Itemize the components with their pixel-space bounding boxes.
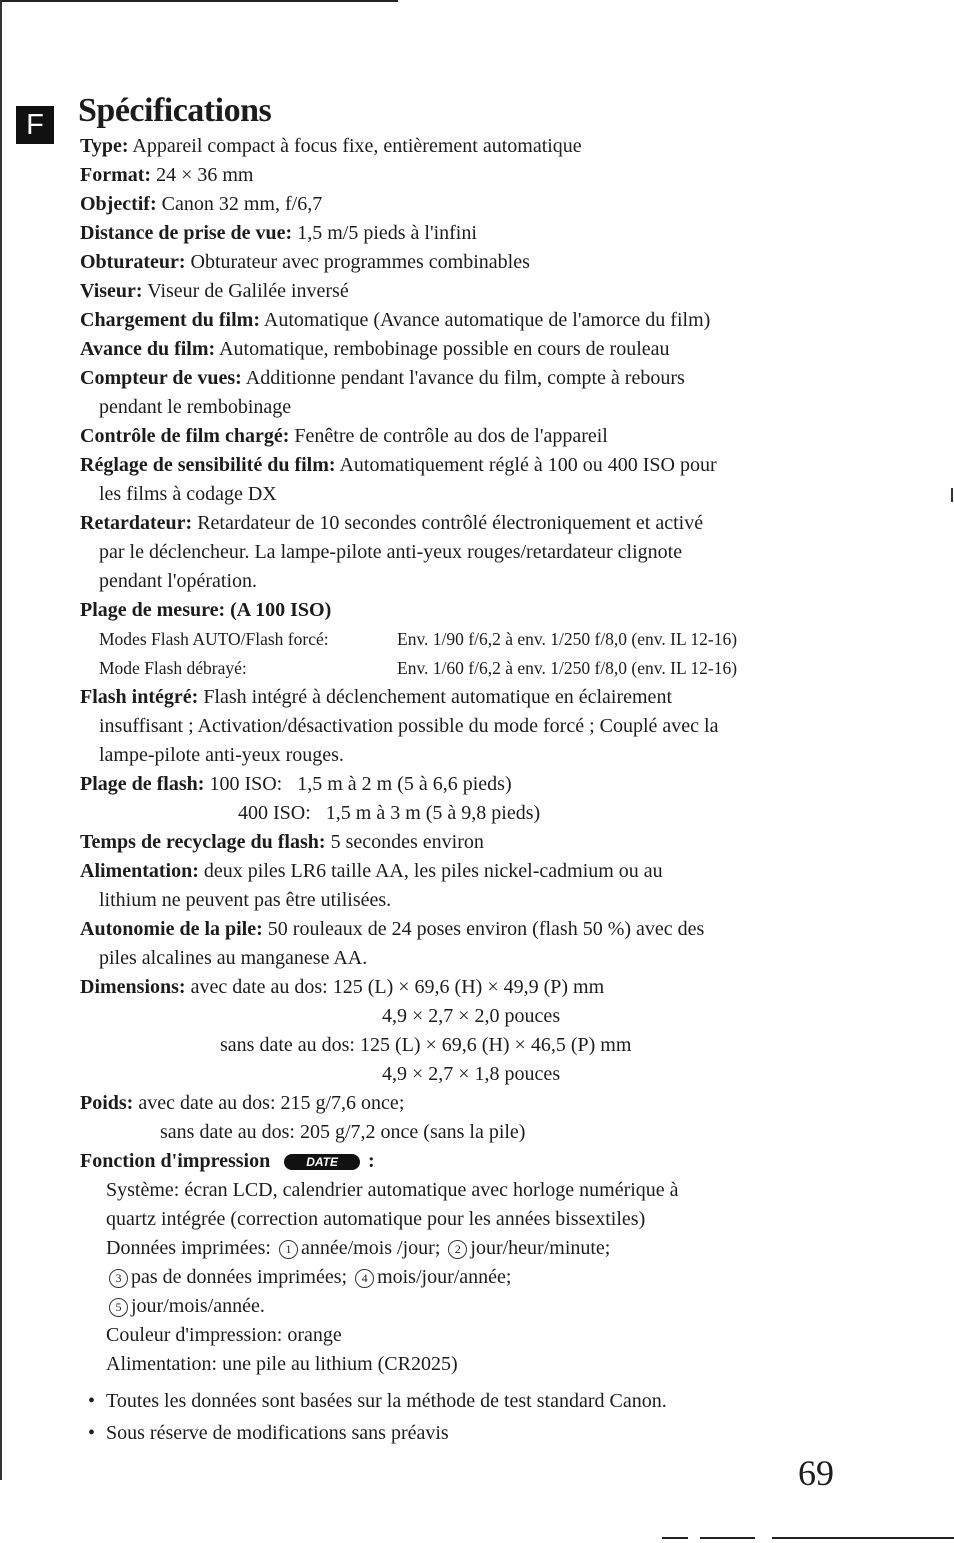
print-details: [80, 1176, 920, 1379]
spec-value: Flash intégré à déclenchement automatique en éclairement: [203, 686, 672, 708]
spec-plage-flash-cont: 400 ISO: 1,5 m à 3 m (5 à 9,8 pieds): [238, 802, 541, 824]
spec-controle: [80, 422, 920, 451]
print-donnees: [106, 1234, 920, 1263]
spec-label: Poids:: [80, 1092, 134, 1114]
spec-objectif: [80, 190, 920, 219]
spec-plage-mesure: Plage de mesure: (A 100 ISO): [80, 599, 332, 621]
spec-label: Compteur de vues:: [80, 367, 242, 389]
spec-distance: [80, 219, 920, 248]
measure-row: [80, 654, 920, 683]
print-option: mois/jour/année;: [377, 1266, 512, 1288]
spec-colon: :: [368, 1150, 375, 1172]
notes: [88, 1385, 667, 1449]
spec-sensibilite-cont: les films à codage DX: [99, 483, 277, 505]
circled-number: 5: [109, 1298, 128, 1317]
circled-number: 2: [448, 1240, 467, 1259]
spec-flash-integre: [80, 683, 920, 712]
measure-row: [80, 625, 920, 654]
spec-label: Dimensions:: [80, 976, 186, 998]
spec-retardateur-cont: par le déclencheur. La lampe-pilote anti-yeux rouges/retardateur clignote: [99, 541, 683, 563]
spec-avance: [80, 335, 920, 364]
spec-autonomie-cont: piles alcalines au manganese AA.: [99, 947, 368, 969]
spec-flash-integre-cont: lampe-pilote anti-yeux rouges.: [99, 744, 344, 766]
spec-value: 24 × 36 mm: [156, 164, 254, 186]
print-donnees-label: Données imprimées:: [106, 1237, 271, 1259]
spec-value: Automatique (Avance automatique de l'amorce du film): [263, 309, 711, 331]
bottom-edge-line: [662, 1537, 688, 1539]
print-alimentation: Alimentation: une pile au lithium (CR2025): [106, 1353, 458, 1375]
spec-value: Appareil compact à focus fixe, entièrement automatique: [132, 135, 582, 157]
spec-compteur: [80, 364, 920, 393]
spec-label: Format:: [80, 164, 152, 186]
spec-label: Type:: [80, 135, 129, 157]
spec-autonomie: [80, 915, 920, 944]
right-edge-mark: [951, 488, 953, 502]
circled-number: 3: [109, 1269, 128, 1288]
measure-value: Env. 1/60 f/6,2 à env. 1/250 f/8,0 (env. IL 12-16): [397, 658, 738, 678]
date-badge: DATE: [284, 1154, 360, 1170]
print-couleur: Couleur d'impression: orange: [106, 1324, 342, 1346]
print-option: année/mois /jour;: [300, 1237, 441, 1259]
print-option: jour/heur/minute;: [470, 1237, 611, 1259]
print-systeme-cont: quartz intégrée (correction automatique pour les années bissextiles): [106, 1208, 646, 1230]
spec-value: Fenêtre de contrôle au dos de l'appareil: [294, 425, 608, 447]
spec-value: Retardateur de 10 secondes contrôlé électroniquement et activé: [197, 512, 704, 534]
spec-label: Fonction d'impression: [80, 1150, 271, 1172]
page-number: 69: [798, 1453, 834, 1493]
spec-viseur: [80, 277, 920, 306]
print-option: jour/mois/année.: [131, 1295, 265, 1317]
print-donnees-cont: [106, 1292, 920, 1321]
spec-list: [80, 132, 920, 1379]
bottom-edge-line: [700, 1537, 755, 1539]
bottom-edge-line: [772, 1537, 954, 1539]
spec-plage-flash: [80, 770, 920, 799]
spec-label: Plage de flash:: [80, 773, 205, 795]
spec-label: Obturateur:: [80, 251, 186, 273]
spec-compteur-cont: pendant le rembobinage: [99, 396, 292, 418]
note-item: [88, 1417, 667, 1449]
spec-value: 100 ISO: 1,5 m à 2 m (5 à 6,6 pieds): [209, 773, 512, 795]
spec-poids: [80, 1089, 920, 1118]
spec-value: 50 rouleaux de 24 poses environ (flash 50 %) avec des: [267, 918, 705, 940]
spec-retardateur: [80, 509, 920, 538]
print-systeme: Système: écran LCD, calendrier automatique avec horloge numérique à: [106, 1179, 679, 1201]
spec-retardateur-cont: pendant l'opération.: [99, 570, 257, 592]
spec-value: Obturateur avec programmes combinables: [190, 251, 530, 273]
spec-value: 5 secondes environ: [330, 831, 484, 853]
measure-value: Env. 1/90 f/6,2 à env. 1/250 f/8,0 (env. IL 12-16): [397, 629, 738, 649]
language-badge: F: [16, 106, 54, 144]
spec-label: Flash intégré:: [80, 686, 199, 708]
spec-value: Automatiquement réglé à 100 ou 400 ISO pour: [339, 454, 717, 476]
left-edge-line: [0, 0, 2, 1480]
spec-label: Distance de prise de vue:: [80, 222, 293, 244]
spec-value: avec date au dos: 215 g/7,6 once;: [138, 1092, 405, 1114]
spec-sensibilite: [80, 451, 920, 480]
spec-value: Canon 32 mm, f/6,7: [161, 193, 323, 215]
note-text: Toutes les données sont basées sur la méthode de test standard Canon.: [106, 1390, 667, 1412]
spec-value: Viseur de Galilée inversé: [147, 280, 349, 302]
spec-label: Retardateur:: [80, 512, 193, 534]
spec-dimensions-cont: 4,9 × 2,7 × 1,8 pouces: [382, 1063, 561, 1085]
spec-dimensions-cont: 4,9 × 2,7 × 2,0 pouces: [382, 1005, 561, 1027]
spec-flash-integre-cont: insuffisant ; Activation/désactivation possible du mode forcé ; Couplé avec la: [99, 715, 719, 737]
measure-mode: Mode Flash débrayé:: [99, 658, 247, 678]
note-text: Sous réserve de modifications sans préavis: [106, 1422, 449, 1444]
spec-dimensions-cont: sans date au dos: 125 (L) × 69,6 (H) × 46,5 (P) mm: [220, 1034, 632, 1056]
spec-obturateur: [80, 248, 920, 277]
spec-value: 1,5 m/5 pieds à l'infini: [297, 222, 477, 244]
spec-label: Objectif:: [80, 193, 157, 215]
spec-recyclage: [80, 828, 920, 857]
note-item: [88, 1385, 667, 1417]
spec-label: Contrôle de film chargé:: [80, 425, 290, 447]
spec-value: Additionne pendant l'avance du film, compte à rebours: [245, 367, 685, 389]
spec-value: deux piles LR6 taille AA, les piles nickel-cadmium ou au: [203, 860, 663, 882]
bullet-icon: •: [88, 1422, 96, 1444]
circled-number: 1: [279, 1240, 298, 1259]
spec-label: Viseur:: [80, 280, 143, 302]
spec-type: [80, 132, 920, 161]
circled-number: 4: [355, 1269, 374, 1288]
measure-mode: Modes Flash AUTO/Flash forcé:: [99, 629, 329, 649]
spec-alimentation: [80, 857, 920, 886]
spec-format: [80, 161, 920, 190]
print-donnees-cont: [106, 1263, 920, 1292]
spec-alimentation-cont: lithium ne peuvent pas être utilisées.: [99, 889, 392, 911]
spec-label: Autonomie de la pile:: [80, 918, 263, 940]
print-option: pas de données imprimées;: [131, 1266, 348, 1288]
spec-value: avec date au dos: 125 (L) × 69,6 (H) × 49,9 (P) mm: [190, 976, 605, 998]
spec-label: Chargement du film:: [80, 309, 260, 331]
spec-label: Avance du film:: [80, 338, 216, 360]
spec-label: Réglage de sensibilité du film:: [80, 454, 336, 476]
spec-poids-cont: sans date au dos: 205 g/7,2 once (sans la pile): [160, 1121, 526, 1143]
spec-dimensions: [80, 973, 920, 1002]
spec-chargement: [80, 306, 920, 335]
bullet-icon: •: [88, 1390, 96, 1412]
spec-impression: [80, 1147, 920, 1176]
spec-value: Automatique, rembobinage possible en cours de rouleau: [219, 338, 670, 360]
page-title: Spécifications: [78, 92, 272, 129]
spec-label: Alimentation:: [80, 860, 199, 882]
spec-label: Temps de recyclage du flash:: [80, 831, 326, 853]
top-edge-line: [0, 0, 398, 2]
